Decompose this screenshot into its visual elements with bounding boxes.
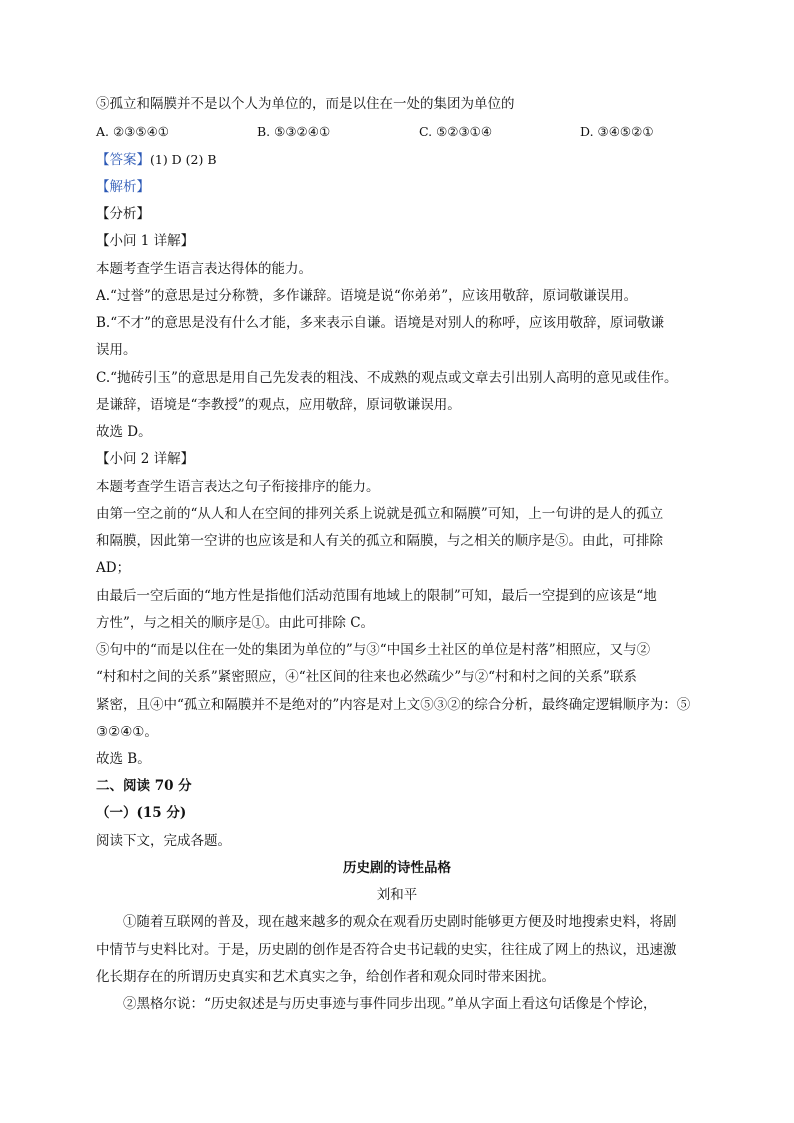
sub-section-title: （一）(15 分) [96,805,187,821]
sub2-line: “村和村之间的关系”紧密照应，④“社区间的往来也必然疏少”与②“村和村之间的关系”联系 [96,669,637,685]
option-c: C. ⑤②③①④ [419,124,493,139]
sub2-line: 由最后一空后面的“地方性是指他们活动范围有地域上的限制”可知，最后一空提到的应该是“地 [96,588,657,604]
sub2-line: 方性”，与之相关的顺序是①。由此可排除 C。 [96,615,375,631]
sub2-line: 紧密，且④中“孤立和隔膜并不是绝对的”内容是对上文⑤③②的综合分析，最终确定逻辑顺序为：⑤ [96,697,691,713]
sub1-tag: 【小问 1 详解】 [96,233,195,249]
section-title: 二、阅读 70 分 [96,778,192,794]
sub2-line: ③②④①。 [96,724,158,740]
article-author: 刘和平 [376,887,418,903]
sub2-line: 本题考查学生语言表达之句子衔接排序的能力。 [96,479,380,495]
option-d: D. ③④⑤②① [580,124,654,139]
article-paragraph-line: ①随着互联网的普及，现在越来越多的观众在观看历史剧时能够更方便及时地搜索史料，将剧 [123,914,677,930]
article-paragraph-line: 化长期存在的所谓历史真实和艺术真实之争，给创作者和观众同时带来困扰。 [96,969,555,985]
question-item-5: ⑤孤立和隔膜并不是以个人为单位的，而是以住在一处的集团为单位的 [96,96,515,112]
sub2-line: ⑤句中的“而是以住在一处的集团为单位的”与③“中国乡土社区的单位是村落”相照应，又与② [96,642,651,658]
sub2-line: AD； [96,560,131,576]
sub2-tag: 【小问 2 详解】 [96,451,195,467]
sub1-line: B.“不才”的意思是没有什么才能，多来表示自谦。语境是对别人的称呼，应该用敬辞，原词敬谦 [96,315,665,331]
article-title: 历史剧的诗性品格 [343,860,451,876]
fenxi-tag: 【分析】 [96,206,150,222]
sub1-line: 本题考查学生语言表达得体的能力。 [96,261,312,277]
sub1-line: C.“抛砖引玉”的意思是用自己先发表的粗浅、不成熟的观点或文章去引出别人高明的意见或佳作。 [96,370,678,386]
article-paragraph-line: ②黑格尔说：“历史叙述是与历史事迹与事件同步出现。”单从字面上看这句话像是个悖论， [123,996,657,1012]
answer-tag: 【答案】 [96,152,150,168]
sub1-line: 是谦辞，语境是“李教授”的观点，应用敬辞，原词敬谦误用。 [96,397,461,413]
option-a: A. ②③⑤④① [96,124,170,139]
jiexi-tag: 【解析】 [96,179,150,195]
sub2-line: 由第一空之前的“从人和人在空间的排列关系上说就是孤立和隔膜”可知，上一句讲的是人的孤立 [96,506,664,522]
sub2-line: 和隔膜，因此第一空讲的也应该是和人有关的孤立和隔膜，与之相关的顺序是⑤。由此，可排除 [96,533,663,549]
sub2-line: 故选 B。 [96,751,151,767]
answer-text: (1) D (2) B [150,152,217,167]
sub1-line: A.“过誉”的意思是过分称赞，多作谦辞。语境是说“你弟弟”，应该用敬辞，原词敬谦误用。 [96,288,638,304]
article-paragraph-line: 中情节与史料比对。于是，历史剧的创作是否符合史书记载的史实，往往成了网上的热议，迅速激 [96,942,677,958]
sub1-line: 误用。 [96,342,137,358]
instruction: 阅读下文，完成各题。 [96,833,231,849]
answer-line [96,150,706,170]
option-b: B. ⑤③②④① [257,124,331,139]
sub1-line: 故选 D。 [96,424,152,440]
